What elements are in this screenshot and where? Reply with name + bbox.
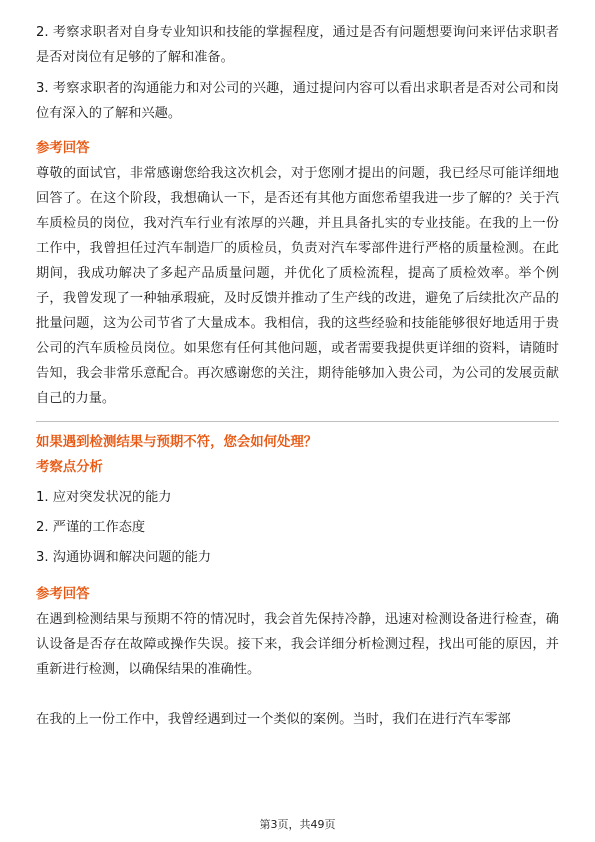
reference-answer-text: 在我的上一份工作中，我曾经遇到过一个类似的案例。当时，我们在进行汽车零部 [36, 712, 511, 727]
page-number: 第3页，共49页 [259, 818, 336, 831]
analysis-point-3: 3. 考察求职者的沟通能力和对公司的兴趣，通过提问内容可以看出求职者是否对公司和岗位有深入的了解和兴趣。 [36, 81, 559, 121]
reference-answer-text: 在遇到检测结果与预期不符的情况时，我会首先保持冷静，迅速对检测设备进行检查，确认设备是否存在故障或操作失误。接下来，我会详细分析检测过程，找出可能的原因，并重新进行检测，以确保结果的准确性。 [36, 612, 559, 677]
reference-answer-text: 尊敬的面试官，非常感谢您给我这次机会，对于您刚才提出的问题，我已经尽可能详细地回答了。在这个阶段，我想确认一下，是否还有其他方面您希望我进一步了解的？关于汽车质检员的岗位，我对汽车行业有浓厚的兴趣，并且具备扎实的专业技能。在我的上一份工作中，我曾担任过汽车制造厂的质检员，负责对汽车零部件进行严格的质量检测。在此期间，我成功解决了多起产品质量问题，并优化了质检流程，提高了质检效率。举个例子，我曾发现了一种轴承瑕疵，及时反馈并推动了生产线的改进，避免了后续批次产品的批量问题，这为公司节省了大量成本。我相信，我的这些经验和技能能够很好地适用于贵公司的汽车质检员岗位。如果您有任何其他问题，或者需要我提供更详细的资料，请随时告知，我会非常乐意配合。再次感谢您的关注，期待能够加入贵公司，为公司的发展贡献自己的力量。 [36, 166, 559, 406]
list-item: 2. 严谨的工作态度 [36, 520, 146, 535]
question-heading: 如果遇到检测结果与预期不符，您会如何处理？ [36, 435, 318, 450]
list-item: 3. 沟通协调和解决问题的能力 [36, 550, 212, 565]
page-content [36, 20, 559, 732]
analysis-heading: 考察点分析 [36, 460, 103, 475]
reference-answer-heading: 参考回答 [36, 141, 90, 156]
reference-answer-heading: 参考回答 [36, 587, 90, 602]
section-divider [36, 421, 559, 422]
list-item: 1. 应对突发状况的能力 [36, 490, 172, 505]
analysis-point-2: 2. 考察求职者对自身专业知识和技能的掌握程度，通过是否有问题想要询问来评估求职者是否对岗位有足够的了解和准备。 [36, 25, 559, 65]
